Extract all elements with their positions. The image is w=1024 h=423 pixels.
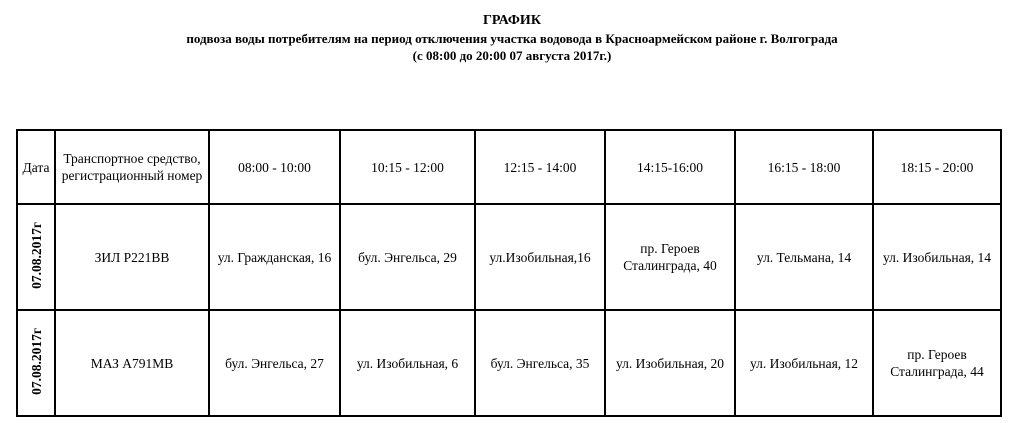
header-slot-1: 08:00 - 10:00: [209, 130, 340, 204]
table-header-row: [17, 130, 1001, 204]
slot-cell: ул. Изобильная, 14: [873, 204, 1001, 310]
slot-cell: ул. Изобильная, 12: [735, 310, 873, 416]
slot-cell: ул. Тельмана, 14: [735, 204, 873, 310]
header-slot-5: 16:15 - 18:00: [735, 130, 873, 204]
header-slot-3: 12:15 - 14:00: [475, 130, 605, 204]
document-heading: [0, 12, 1024, 64]
date-cell: 07.08.2017г: [17, 204, 55, 310]
header-date: Дата: [17, 130, 55, 204]
document-title: ГРАФИК: [483, 13, 541, 28]
date-cell: 07.08.2017г: [17, 310, 55, 416]
table-row: [17, 310, 1001, 416]
header-slot-2: 10:15 - 12:00: [340, 130, 475, 204]
slot-cell: бул. Энгельса, 35: [475, 310, 605, 416]
slot-cell: ул. Гражданская, 16: [209, 204, 340, 310]
header-slot-4: 14:15-16:00: [605, 130, 735, 204]
water-schedule-table: [16, 129, 1002, 417]
table-row: [17, 204, 1001, 310]
header-vehicle: Транспортное средство, регистрационный номер: [55, 130, 209, 204]
vehicle-cell: МАЗ А791МВ: [55, 310, 209, 416]
slot-cell: пр. Героев Сталинграда, 40: [605, 204, 735, 310]
slot-cell: ул. Изобильная, 6: [340, 310, 475, 416]
document-period: (с 08:00 до 20:00 07 августа 2017г.): [412, 48, 612, 63]
vehicle-cell: ЗИЛ Р221ВВ: [55, 204, 209, 310]
document-subtitle: подвоза воды потребителям на период отключения участка водовода в Красноармейском районе г. Волгограда: [186, 31, 838, 46]
slot-cell: бул. Энгельса, 29: [340, 204, 475, 310]
slot-cell: ул.Изобильная,16: [475, 204, 605, 310]
slot-cell: бул. Энгельса, 27: [209, 310, 340, 416]
header-slot-6: 18:15 - 20:00: [873, 130, 1001, 204]
slot-cell: пр. Героев Сталинграда, 44: [873, 310, 1001, 416]
slot-cell: ул. Изобильная, 20: [605, 310, 735, 416]
